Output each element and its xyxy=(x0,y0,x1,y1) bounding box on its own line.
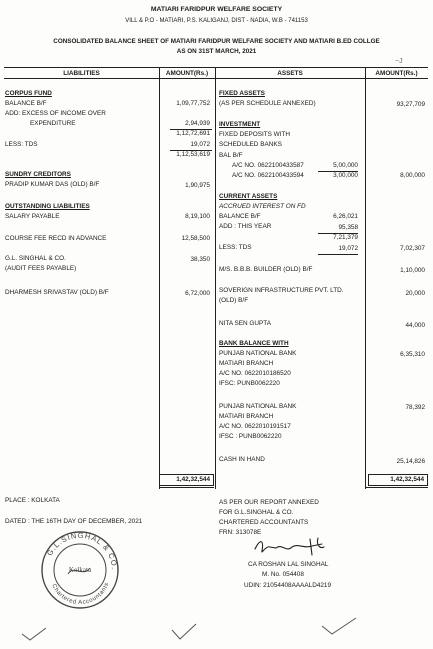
course-fee-label: COURSE FEE RECD IN ADVANCE xyxy=(5,235,107,242)
corner-pencil-mark: ~J xyxy=(395,58,403,65)
pnb2-line-3: A/C NO. 0622010191517 xyxy=(219,423,291,430)
ca-subtotal: 7,21,379 xyxy=(333,234,358,241)
col-header-amount-left: AMOUNT(Rs.) xyxy=(165,70,209,77)
pnb1-line-2: MATIARI BRANCH xyxy=(219,360,274,367)
ca-add-year: ADD : THIS YEAR xyxy=(219,223,272,230)
gl-singhal-label: G.L. SINGHAL & CO. xyxy=(5,255,66,262)
excess-income-label-1: ADD: EXCESS OF INCOME OVER xyxy=(5,110,106,117)
report-line-1: AS PER OUR REPORT ANNEXED xyxy=(219,499,319,506)
place-label: PLACE : KOLKATA xyxy=(5,497,60,504)
col-header-assets: ASSETS xyxy=(277,70,303,77)
corpus-balance-bf-amount: 1,09,77,752 xyxy=(176,100,210,107)
ca-add-year-amount: 95,358 xyxy=(338,224,358,231)
col-header-liabilities: LIABILITIES xyxy=(63,70,100,77)
soverign-label-2: (OLD) B/F xyxy=(219,297,249,304)
salary-payable-label: SALARY PAYABLE xyxy=(5,213,60,220)
svg-text:Chartered Accountants: Chartered Accountants xyxy=(50,581,111,607)
pnb1-line-3: A/C NO. 0622010186520 xyxy=(219,370,291,377)
excess-income-label-2: EXPENDITURE xyxy=(30,120,76,127)
excess-income-amount: 2,94,939 xyxy=(185,120,210,127)
corpus-tds-amount: 19,072 xyxy=(190,141,210,148)
ca-balance-bf-amount: 6,26,021 xyxy=(333,213,358,220)
col-header-amount-right: AMOUNT(Rs.) xyxy=(375,70,418,77)
bbb-builder-amount: 1,10,000 xyxy=(400,267,425,274)
fixed-assets-heading: FIXED ASSETS xyxy=(219,90,265,97)
column-divider-2 xyxy=(215,67,216,489)
fd-account-2: A/C NO. 0622100433594 xyxy=(232,172,304,179)
pnb1-amount: 6,35,310 xyxy=(400,351,425,358)
outstanding-liabilities-heading: OUTSTANDING LIABILITIES xyxy=(5,203,90,210)
current-assets-heading: CURRENT ASSETS xyxy=(219,193,278,200)
report-line-2: FOR G.L.SINGHAL & CO. xyxy=(219,509,294,516)
corpus-fund-heading: CORPUS FUND xyxy=(5,90,52,97)
investment-heading: INVESTMENT xyxy=(219,121,261,128)
audit-fees-label: (AUDIT FEES PAYABLE) xyxy=(5,265,77,272)
report-line-3: CHARTERED ACCOUNTANTS xyxy=(219,519,309,526)
cash-in-hand-amount: 25,14,826 xyxy=(396,458,425,465)
firm-stamp xyxy=(38,528,122,612)
pnb2-amount: 78,392 xyxy=(405,404,425,411)
tick-mark-icon xyxy=(320,616,360,638)
corpus-balance-bf: BALANCE B/F xyxy=(5,100,47,107)
fixed-assets-schedule: (AS PER SCHEDULE ANNEXED) xyxy=(219,100,316,107)
bal-bf-label: BAL B/F xyxy=(219,152,243,159)
pnb2-line-1: PUNJAB NATIONAL BANK xyxy=(219,403,297,410)
sheet-title: CONSOLIDATED BALANCE SHEET OF MATIARI FARIDPUR WELFARE SOCIETY AND MATIARI B.ED COLLGE xyxy=(53,38,380,45)
pnb1-line-4: IFSC: PUNB0062220 xyxy=(219,380,280,387)
liabilities-total: 1,42,32,544 xyxy=(176,476,210,483)
ca-less-tds-amount: 19,072 xyxy=(338,245,358,252)
organization-name: MATIARI FARIDPUR WELFARE SOCIETY xyxy=(150,6,283,13)
organization-address: VILL & P.O - MATIARI, P.S. KALIGANJ, DIST - NADIA, W.B - 741153 xyxy=(125,18,308,24)
fixed-assets-amount: 93,27,709 xyxy=(396,101,425,108)
fd-label-2: SCHEDULED BANKS xyxy=(219,141,282,148)
tick-mark-icon xyxy=(20,626,50,644)
liabilities-total-underline xyxy=(159,487,214,488)
gl-singhal-amount: 38,350 xyxy=(190,256,210,263)
dated-label: DATED : THE 16TH DAY OF DECEMBER, 2021 xyxy=(5,518,143,525)
sum-rule xyxy=(318,254,358,255)
corpus-subtotal-1: 1,12,72,691 xyxy=(176,130,210,137)
pradip-amount: 1,90,975 xyxy=(185,182,210,189)
cash-in-hand-label: CASH IN HAND xyxy=(219,456,265,463)
corpus-subtotal-2: 1,12,53,619 xyxy=(176,151,210,158)
course-fee-amount: 12,58,500 xyxy=(181,235,210,242)
sundry-creditors-heading: SUNDRY CREDITORS xyxy=(5,171,71,178)
soverign-amount: 20,000 xyxy=(405,290,425,297)
investment-amount: 8,00,000 xyxy=(400,172,425,179)
fd-account-1-amount: 5,00,000 xyxy=(333,162,358,169)
assets-total-underline xyxy=(366,487,428,488)
membership-number: M. No. 054408 xyxy=(262,571,304,578)
column-divider-3 xyxy=(365,67,366,489)
ca-less-tds: LESS: TDS xyxy=(219,244,252,251)
sum-rule xyxy=(318,171,358,172)
salary-payable-amount: 8,19,100 xyxy=(185,213,210,220)
signature-image xyxy=(252,535,332,559)
accrued-interest-label: ACCRUED INTEREST ON FD xyxy=(219,203,306,210)
pnb2-line-2: MATIARI BRANCH xyxy=(219,413,274,420)
svg-text:Kolkata: Kolkata xyxy=(68,566,92,574)
tick-mark-icon xyxy=(170,622,200,642)
fd-account-1: A/C NO. 0622100433587 xyxy=(232,162,304,169)
udin-number: UDIN: 21054408AAAALD4219 xyxy=(244,582,332,589)
pnb1-line-1: PUNJAB NATIONAL BANK xyxy=(219,350,297,357)
dharmesh-label: DHARMESH SRIVASTAV (OLD) B/F xyxy=(5,289,109,296)
sheet-subtitle: AS ON 31ST MARCH, 2021 xyxy=(176,48,257,55)
pradip-label: PRADIP KUMAR DAS (OLD) B/F xyxy=(5,181,100,188)
assets-total: 1,42,32,544 xyxy=(390,476,424,483)
bbb-builder-label: M/S. B.B.B. BUILDER (OLD) B/F xyxy=(219,266,313,273)
report-line-4: FRN: 313078E xyxy=(219,529,262,536)
signatory-name: CA ROSHAN LAL SINGHAL xyxy=(248,561,329,568)
nita-amount: 44,000 xyxy=(405,322,425,329)
corpus-less-tds: LESS: TDS xyxy=(5,141,38,148)
fd-label-1: FIXED DEPOSITS WITH xyxy=(219,131,291,138)
pnb2-line-4: IFSC : PUNB0062220 xyxy=(219,433,282,440)
bank-balance-heading: BANK BALANCE WITH xyxy=(219,340,289,347)
accrued-interest-amount: 7,02,307 xyxy=(400,245,425,252)
ca-balance-bf: BALANCE B/F xyxy=(219,213,261,220)
fd-account-2-amount: 3,00,000 xyxy=(333,172,358,179)
svg-text:G.L.SINGHAL & CO.: G.L.SINGHAL & CO. xyxy=(44,530,120,571)
dharmesh-amount: 6,72,000 xyxy=(185,290,210,297)
nita-label: NITA SEN GUPTA xyxy=(219,320,271,327)
soverign-label-1: SOVERIGN INFRASTRUCTURE PVT. LTD. xyxy=(219,287,344,294)
